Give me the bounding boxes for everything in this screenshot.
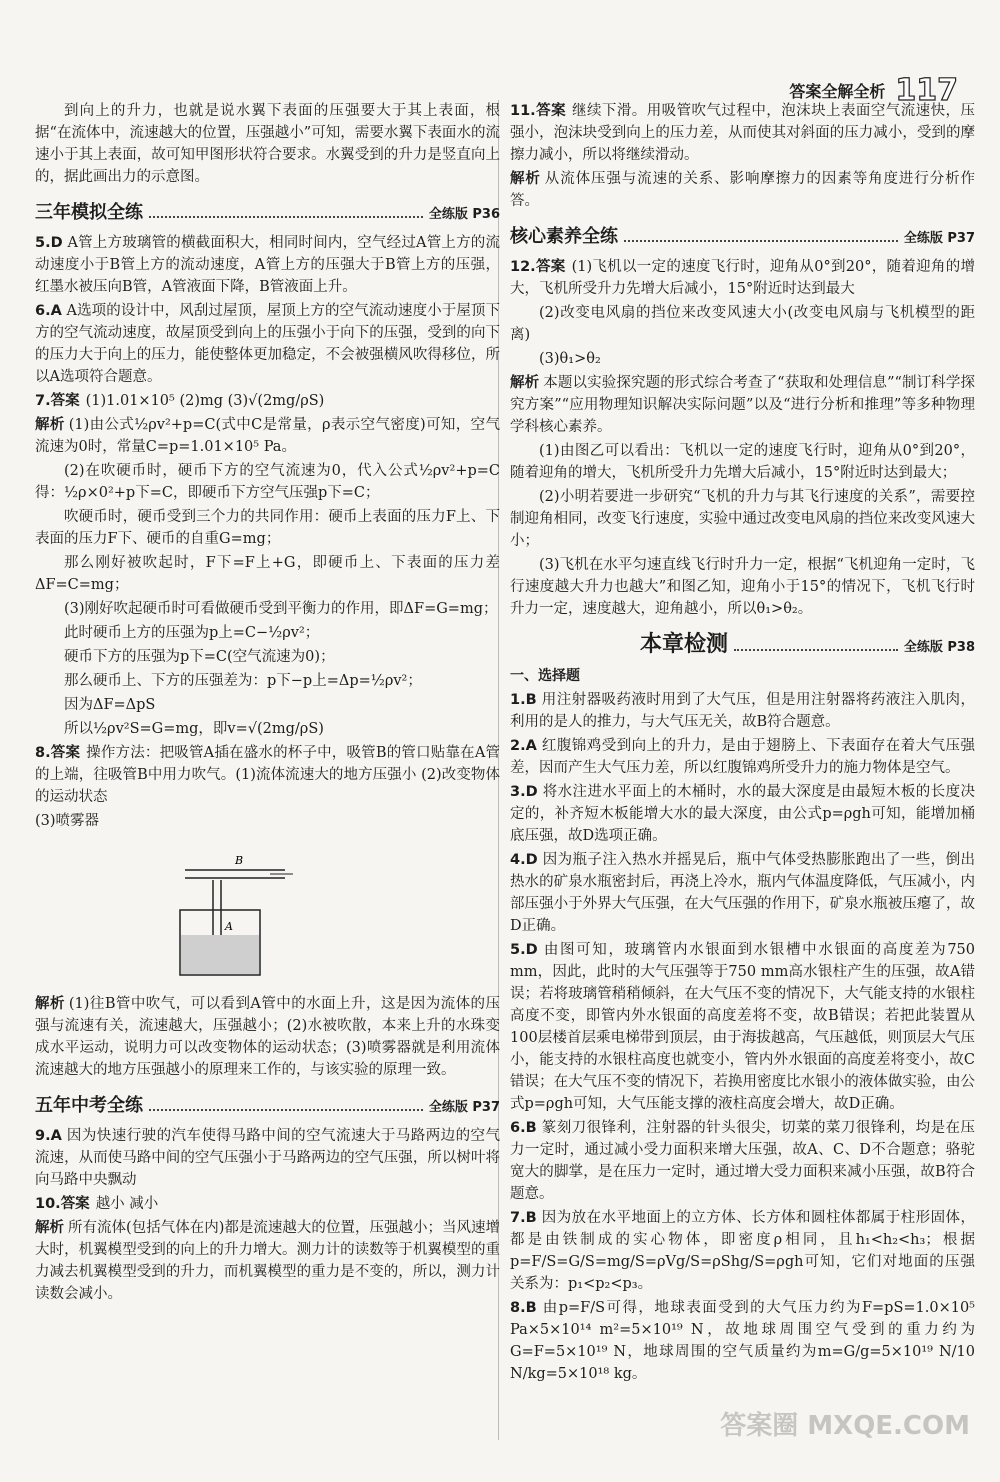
question-number: 7. — [35, 393, 51, 409]
water — [181, 935, 259, 974]
section-title: 五年中考全练 — [35, 1095, 143, 1116]
answer-keyword: 答案 — [535, 103, 567, 119]
section-heading-hexin — [510, 226, 975, 250]
question-8-analysis — [35, 993, 500, 1081]
choice-item — [510, 735, 975, 779]
section-heading-sannian — [35, 202, 500, 226]
question-number: 5.D — [35, 235, 63, 251]
formula-line: 因为ΔF=ΔpS — [64, 697, 156, 713]
analysis-keyword: 解析 — [35, 1220, 65, 1236]
question-number: 11. — [510, 103, 536, 119]
question-number: 2.A — [510, 738, 537, 754]
question-12-analysis — [510, 372, 975, 438]
answer-text: (1)飞机以一定的速度飞行时，迎角从0°到20°，随着迎角的增大，飞机所受升力先增大后减小，15°附近时达到最大 — [510, 259, 976, 297]
section-reference: 全练版 P38 — [903, 640, 975, 655]
question-number: 6.A — [35, 303, 62, 319]
intro-paragraph: 到向上的升力，也就是说水翼下表面的压强要大于其上表面，根据“在流体中，流速越大的位置，压强越小”可知，需要水翼下表面水的流速小于其上表面，故可知甲图形状符合要求。水翼受到的升力是竖直向上的，据此画出力的示意图。 — [35, 103, 500, 185]
answer-text: (3)喷雾器 — [35, 813, 100, 829]
label-a: A — [225, 920, 233, 933]
dotted-leader — [149, 216, 423, 218]
question-10-analysis — [35, 1217, 500, 1305]
analysis-text: (1)由公式½ρv²+p=C(式中C是常量，ρ表示空气密度)可知，空气流速为0时，常量C=p=1.01×10⁵ Pa。 — [35, 417, 501, 455]
header-title: 答案全解全析 — [789, 81, 886, 101]
answer-keyword: 答案 — [535, 259, 566, 275]
question-text: A选项的设计中，风刮过屋顶，屋顶上方的空气流动速度小于屋顶下方的空气流动速度，故屋顶受到向上的压强小于向下的压强，受到的向下的压力大于向上的压力，能使整体更加稳定，不会被强横风吹得移位，所以A选项符合题意。 — [35, 303, 500, 385]
question-12-answer — [510, 256, 975, 300]
analysis-paragraph: 吹硬币时，硬币受到三个力的共同作用：硬币上表面的压力F上、下表面的压力F下、硬币的自重G=mg； — [35, 509, 500, 547]
question-text: 因为放在水平地面上的立方体、长方体和圆柱体都属于柱形固体，都是由铁制成的实心物体，即密度ρ相同，且h₁<h₂<h₃；根据p=F/S=G/S=mg/S=ρVg/S=ρShg/S=ρgh可知，它们对地面的压强关系为：p₁<p₂<p₃。 — [510, 1210, 976, 1292]
question-text: 将水注进水平面上的木桶时，水的最大深度是由最短木板的长度决定的，补齐短木板能增大水的最大深度，由公式p=ρgh可知，能增加桶底压强，故D选项正确。 — [510, 784, 976, 844]
question-5 — [35, 232, 500, 298]
straw-beaker-diagram — [175, 840, 295, 980]
analysis-paragraph: (3)刚好吹起硬币时可看做硬币受到平衡力的作用，即ΔF=G=mg； — [64, 601, 498, 617]
question-11-analysis — [510, 168, 975, 212]
right-column — [510, 100, 975, 1387]
analysis-paragraph: (3)飞机在水平匀速直线飞行时升力一定，根据“飞机迎角一定时，飞行速度越大升力也越大”和图乙知，迎角小于15°的情况下，飞机飞行时升力一定，速度越大，迎角越小，所以θ₁>θ₂。 — [510, 557, 975, 617]
answer-text: 越小 减小 — [95, 1196, 159, 1212]
choice-items — [510, 689, 975, 1385]
analysis-paragraph: (2)小明若要进一步研究“飞机的升力与其飞行速度的关系”，需要控制迎角相同，改变飞行速度，实验中通过改变电风扇的挡位来改变风速大小； — [510, 489, 975, 549]
question-text: 红腹锦鸡受到向上的升力，是由于翅膀上、下表面存在着大气压强差，因而产生大气压力差，所以红腹锦鸡所受升力的施力物体是空气。 — [510, 738, 976, 776]
formula-line: 那么硬币上、下方的压强差为：p下−p上=Δp=½ρv²； — [64, 673, 422, 689]
dotted-leader — [149, 1109, 423, 1111]
analysis-paragraph: (2)在吹硬币时，硬币下方的空气流速为0，代入公式½ρv²+p=C得：½ρ×0²+p下=C，即硬币下方空气压强p下=C； — [35, 463, 500, 501]
question-text: 由p=F/S可得，地球表面受到的大气压力约为F=pS=1.0×10⁵ Pa×5×10¹⁴ m²=5×10¹⁹ N，故地球周围空气受到的重力约为G=F=5×10¹⁹ N，地球周围的空气质量约为m=G/g=5×10¹⁹ N/10 N/kg=5×10¹⁸ kg。 — [510, 1300, 975, 1382]
question-6 — [35, 300, 500, 388]
section-reference: 全练版 P37 — [428, 1100, 500, 1115]
choice-item — [510, 939, 975, 1115]
question-number: 3.D — [510, 784, 538, 800]
question-number: 1.B — [510, 692, 537, 708]
question-10-answer — [35, 1193, 500, 1215]
question-text: 由图可知，玻璃管内水银面到水银槽中水银面的高度差为750 mm，因此，此时的大气压强等于750 mm高水银柱产生的压强，故A错误；若将玻璃管稍稍倾斜，在大气压不变的情况下，大气能支持的水银柱高度不变，即管内外水银面的高度差将不变，故B错误；若把此装置从100层楼首层乘电梯带到顶层，由于海拔越高，气压越低，则顶层大气压小，能支持的水银柱高度也就变小，管内外水银面的高度差将变小，故C错误；在大气压不变的情况下，若换用密度比水银小的液体做实验，由公式p=ρgh可知，大气压能支撑的液柱高度会增大，故D正确。 — [510, 942, 975, 1112]
choice-item — [510, 781, 975, 847]
section-heading-wunian — [35, 1095, 500, 1119]
choice-item — [510, 1297, 975, 1385]
analysis-paragraph: (1)由图乙可以看出：飞机以一定的速度飞行时，迎角从0°到20°，随着迎角的增大，飞机所受升力先增大后减小，15°附近时达到最大； — [510, 443, 975, 481]
question-7-answer — [35, 390, 500, 412]
question-number: 9.A — [35, 1128, 62, 1144]
answer-text: (1)1.01×10⁵ (2)mg (3)√(2mg/ρS) — [85, 393, 325, 409]
section-title: 本章检测 — [640, 632, 729, 657]
choice-item — [510, 1207, 975, 1295]
answer-text: 操作方法：把吸管A插在盛水的杯子中，吸管B的管口贴靠在A管的上端，往吸管B中用力吹气。(1)流体流速大的地方压强小 (2)改变物体的运动状态 — [35, 745, 500, 805]
answer-paragraph: (3)θ₁>θ₂ — [539, 351, 601, 367]
formula-line: 所以½ρv²S=G=mg，即v=√(2mg/ρS) — [64, 721, 324, 737]
choice-item — [510, 1117, 975, 1205]
question-text: 篆刻刀很锋利，注射器的针头很尖，切菜的菜刀很锋利，均是在压力一定时，通过减小受力面积来增大压强，故A、C、D不合题意；骆驼宽大的脚掌，是在压力一定时，通过增大受力面积来减小压强，故B符合题意。 — [510, 1120, 976, 1202]
question-9 — [35, 1125, 500, 1191]
analysis-text: 所有流体(包括气体在内)都是流速越大的位置，压强越小；当风速增大时，机翼模型受到的向上的升力增大。测力计的读数等于机翼模型的重力减去机翼模型受到的升力，而机翼模型的重力是不变的，所以，测力计读数会减小。 — [35, 1220, 501, 1302]
analysis-text: (1)往B管中吹气，可以看到A管中的水面上升，这是因为流体的压强与流速有关，流速越大，压强越小；(2)水被吹散，本来上升的水珠变成水平运动，说明力可以改变物体的运动状态；(3)喷雾器就是利用流体流速越大的地方压强越小的原理来工作的，与该实验的原理一致。 — [35, 996, 500, 1078]
page-number: 117 — [895, 72, 958, 108]
section-title: 三年模拟全练 — [35, 202, 143, 223]
question-number: 8. — [35, 745, 51, 761]
question-8-answer — [35, 742, 500, 808]
analysis-text: 从流体压强与流速的关系、影响摩擦力的因素等角度进行分析作答。 — [510, 171, 976, 209]
answer-keyword: 答案 — [60, 1196, 90, 1212]
analysis-paragraph: 那么刚好被吹起时，F下=F上+G，即硬币上、下表面的压力差ΔF=C=mg； — [35, 555, 500, 593]
question-number: 6.B — [510, 1120, 537, 1136]
answer-keyword: 答案 — [50, 393, 80, 409]
dotted-leader — [624, 240, 898, 242]
question-text: 用注射器吸药液时用到了大气压，但是用注射器将药液注入肌肉，利用的是人的推力，与大气压无关，故B符合题意。 — [510, 692, 976, 730]
formula-line: 此时硬币上方的压强为p上=C−½ρv²； — [64, 625, 320, 641]
question-11-answer — [510, 100, 975, 166]
section-title: 核心素养全练 — [510, 226, 618, 247]
section-reference: 全练版 P36 — [428, 207, 500, 222]
question-7-analysis — [35, 414, 500, 458]
formula-line: 硬币下方的压强为p下=C(空气流速为0)； — [64, 649, 335, 665]
section-heading-benzhang — [510, 634, 975, 659]
answer-keyword: 答案 — [50, 745, 81, 761]
label-b: B — [235, 854, 244, 867]
question-number: 10. — [35, 1196, 61, 1212]
question-text: A管上方玻璃管的横截面积大，相同时间内，空气经过A管上方的流动速度小于B管上方的流动速度，A管上方的压强大于B管上方的压强，红墨水被压向B管，A管液面下降，B管液面上升。 — [35, 235, 500, 295]
dotted-leader — [734, 649, 898, 651]
choice-item — [510, 849, 975, 937]
watermark-logo: 答案圈 MXQE.COM — [720, 1411, 970, 1441]
section-reference: 全练版 P37 — [903, 231, 975, 246]
answer-text: 继续下滑。用吸管吹气过程中，泡沫块上表面空气流速快，压强小，泡沫块受到向上的压力差，从而使其对斜面的压力减小，受到的摩擦力减小，所以将继续滑动。 — [510, 103, 976, 163]
question-number: 12. — [510, 259, 536, 275]
question-number: 5.D — [510, 942, 538, 958]
analysis-keyword: 解析 — [510, 171, 541, 187]
choice-item — [510, 689, 975, 733]
question-number: 8.B — [510, 1300, 537, 1316]
analysis-text: 本题以实验探究题的形式综合考查了“获取和处理信息”“制订科学探究方案”“应用物理知识解决实际问题”以及“进行分析和推理”等多种物理学科核心素养。 — [510, 375, 975, 435]
question-text: 因为瓶子注入热水并摇晃后，瓶中气体受热膨胀跑出了一些，倒出热水的矿泉水瓶密封后，再浇上冷水，瓶内气体温度降低，气压减小，内部压强小于外界大气压强，在大气压强的作用下，矿泉水瓶被压瘪了，故D正确。 — [510, 852, 976, 934]
question-number: 4.D — [510, 852, 538, 868]
left-column — [35, 100, 500, 1307]
question-text: 因为快速行驶的汽车使得马路中间的空气流速大于马路两边的空气流速，从而使马路中间的空气压强小于马路两边的空气压强，所以树叶将向马路中央飘动 — [35, 1128, 501, 1188]
analysis-keyword: 解析 — [35, 996, 65, 1012]
analysis-keyword: 解析 — [35, 417, 65, 433]
analysis-keyword: 解析 — [510, 375, 540, 391]
subheading-choice: 一、选择题 — [510, 668, 580, 684]
question-number: 7.B — [510, 1210, 537, 1226]
answer-paragraph: (2)改变电风扇的挡位来改变风速大小(改变电风扇与飞机模型的距离) — [510, 305, 975, 343]
